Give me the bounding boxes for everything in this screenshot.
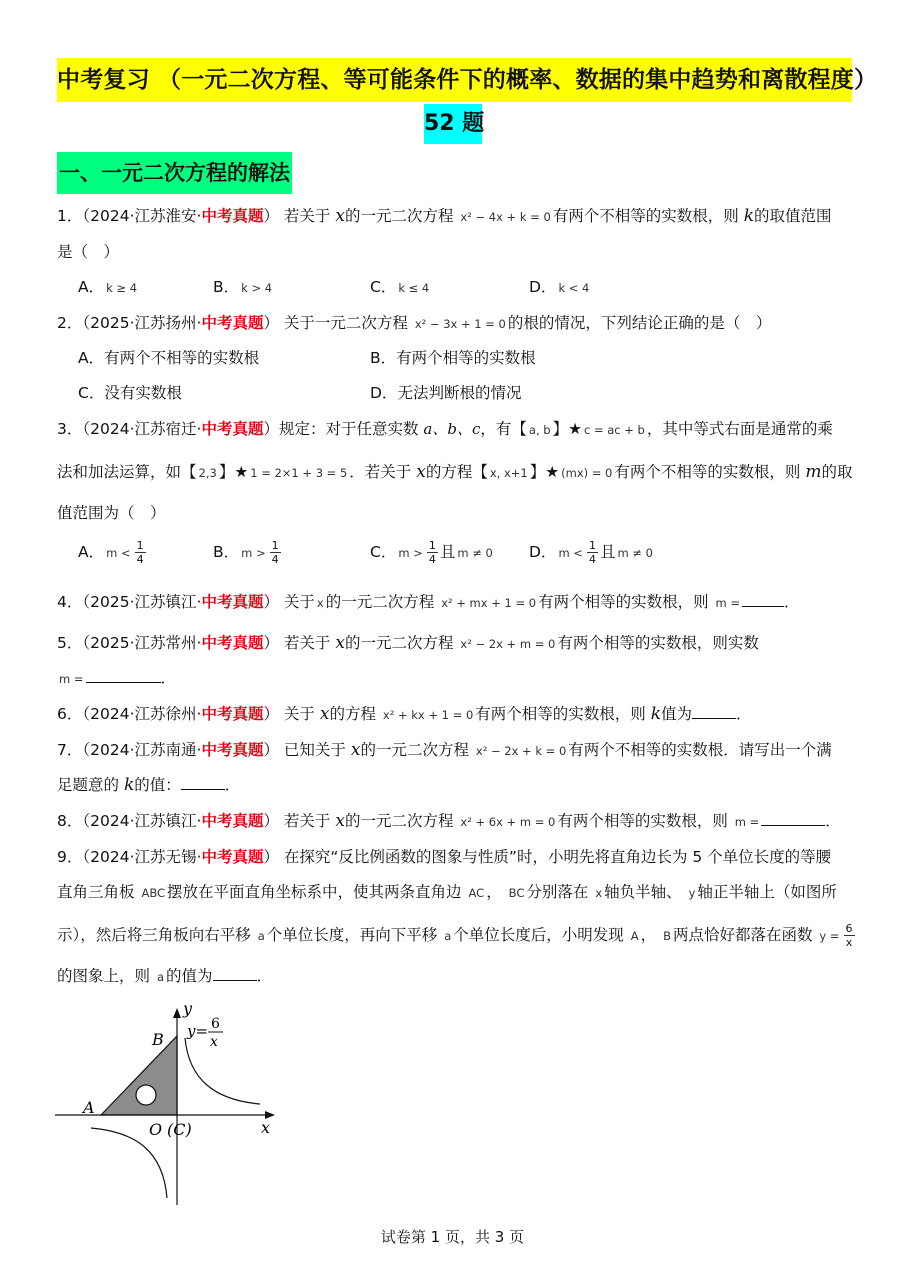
question-9-line4 [57, 964, 272, 989]
equation: y = [819, 929, 840, 943]
text: 关于 [283, 593, 315, 611]
label-x: x [261, 1118, 271, 1137]
option-c [370, 275, 431, 300]
answer-label: m = [734, 815, 760, 829]
option-expr: k ≥ 4 [106, 281, 138, 295]
equation: x² − 2x + m = 0 [460, 637, 556, 651]
option-letter: B． [370, 349, 397, 367]
text: 直角三角板 [57, 883, 135, 901]
option-expr: k < 4 [558, 281, 590, 295]
option-c [78, 381, 182, 405]
text: 的方程【 [425, 463, 488, 481]
numerator: 1 [428, 539, 436, 552]
text: ． [224, 776, 241, 794]
answer-blank[interactable] [742, 590, 784, 607]
text: 在探究“反比例函数的图象与性质”时，小明先将直角边长为 5 个单位长度的等腰 [283, 848, 832, 866]
numerator: 1 [136, 539, 144, 552]
text: 有两个不相等的实数根，则 [552, 207, 739, 225]
question-5 [57, 631, 759, 656]
option-conj: 且 [599, 543, 616, 561]
option-expr: m ≠ 0 [617, 546, 653, 560]
text: 的值： [134, 776, 181, 794]
text: ， [486, 883, 502, 901]
equation: c = ac + b [583, 423, 645, 437]
question-9-line3 [57, 922, 857, 949]
text: 示），然后将三角板向右平移 [57, 926, 251, 944]
equation: 2,3 [198, 466, 217, 480]
denominator: x [845, 936, 853, 949]
question-source: （2024·江苏无锡· [82, 848, 202, 866]
option-letter: D． [529, 278, 557, 296]
fraction [587, 539, 598, 566]
option-letter: B． [213, 543, 240, 561]
option-text: 有两个相等的实数根 [396, 349, 536, 367]
var-x: x [316, 596, 324, 610]
option-expr: m > [241, 546, 266, 560]
function-numerator: 6 [211, 1016, 220, 1032]
question-4 [57, 590, 800, 615]
text: ，其中等式右面是通常的乘 [646, 420, 833, 438]
text: 轴负半轴、 [604, 883, 682, 901]
text: ． [256, 967, 273, 985]
equation: x² + kx + 1 = 0 [382, 708, 474, 722]
question-source: （2024·江苏徐州· [82, 705, 202, 723]
question-3-line3: 值范围为（ ） [57, 504, 166, 522]
text: 规定：对于任意实数 [278, 420, 419, 438]
var-k: k [650, 704, 662, 724]
question-1 [57, 204, 832, 229]
text: 若关于 [283, 812, 331, 830]
equation: x² + 6x + m = 0 [460, 815, 556, 829]
section-heading: 一、一元二次方程的解法 [57, 152, 292, 194]
option-expr: m ≠ 0 [457, 546, 493, 560]
text: 】★ [529, 463, 560, 481]
answer-blank[interactable] [86, 666, 161, 683]
text: 的值为 [166, 967, 213, 985]
option-letter: D． [529, 543, 557, 561]
option-expr: m < [558, 546, 583, 560]
option-b [213, 275, 274, 300]
question-source: （2024·江苏宿迁· [82, 420, 202, 438]
q9-figure [55, 1000, 295, 1210]
text: 关于 [283, 705, 315, 723]
answer-blank[interactable] [181, 773, 225, 790]
denominator: 4 [428, 553, 436, 566]
answer-blank[interactable] [213, 964, 257, 981]
equation: x² − 2x + k = 0 [475, 744, 567, 758]
question-number: 6． [57, 705, 83, 723]
var-x: x [335, 633, 345, 653]
text: 的图象上，则 [57, 967, 151, 985]
page-title: 中考复习 （一元二次方程、等可能条件下的概率、数据的集中趋势和离散程度） [57, 58, 852, 102]
question-number: 9． [57, 848, 83, 866]
question-7-cont [57, 773, 240, 797]
var-x: x [319, 704, 330, 724]
text: 已知关于 [283, 741, 346, 759]
text: 的一元二次方程 [344, 812, 454, 830]
question-count: 52 题 [424, 104, 482, 144]
text: 的方程 [329, 705, 376, 723]
paren: ） [263, 705, 279, 723]
text: 的一元二次方程 [360, 741, 469, 759]
equation: a [156, 970, 165, 984]
var-x: x [335, 811, 345, 831]
question-source: （2025·江苏镇江· [82, 593, 202, 611]
option-d [529, 539, 655, 566]
equation: 1 = 2×1 + 3 = 5 [250, 466, 348, 480]
text: 足题意的 [57, 776, 120, 794]
equation: y [688, 886, 696, 900]
option-letter: A． [78, 349, 105, 367]
var-x: x [416, 462, 426, 482]
var-m: m [805, 462, 822, 482]
equation: x [595, 886, 603, 900]
text: ． [784, 593, 800, 611]
hyperbola-branch-1 [185, 1038, 260, 1104]
exam-tag: 中考真题 [201, 705, 264, 723]
text: 】★ [552, 420, 582, 438]
text: 的一元二次方程 [344, 634, 454, 652]
option-b [213, 539, 283, 566]
numerator: 1 [588, 539, 596, 552]
equation: (mx) = 0 [561, 466, 613, 480]
equation: x² − 3x + 1 = 0 [414, 317, 506, 331]
option-d [529, 275, 591, 300]
option-expr: k > 4 [241, 281, 273, 295]
text: ． [160, 669, 177, 687]
equation: x² − 4x + k = 0 [460, 210, 551, 224]
paren: ） [263, 207, 279, 225]
denominator: 4 [136, 553, 144, 566]
fraction [270, 539, 281, 566]
text: 若关于 [283, 634, 331, 652]
text: 法和加法运算，如【 [57, 463, 197, 481]
exam-tag: 中考真题 [201, 812, 264, 830]
text: 轴正半轴上（如图所 [697, 883, 837, 901]
exam-tag: 中考真题 [201, 420, 264, 438]
question-9-line2 [57, 880, 837, 905]
fraction [844, 922, 855, 949]
text: 的一元二次方程 [344, 207, 454, 225]
text: 的根的情况，下列结论正确的是（ ） [507, 314, 772, 332]
paren: ） [263, 634, 279, 652]
function-denominator: x [210, 1034, 218, 1050]
page-footer: 试卷第 1 页，共 3 页 [380, 1228, 525, 1246]
question-source: （2025·江苏常州· [82, 634, 202, 652]
fraction [135, 539, 146, 566]
text: ． [736, 705, 752, 723]
triangle-abc [101, 1036, 177, 1115]
text: 值为 [661, 705, 693, 723]
numerator: 1 [271, 539, 279, 552]
text: 有两个相等的实数根，则 [538, 593, 709, 611]
option-letter: C． [370, 543, 397, 561]
text: 两点恰好都落在函数 [672, 926, 813, 944]
equation: BC [508, 886, 525, 900]
option-letter: A． [78, 278, 105, 296]
option-conj: 且 [439, 543, 456, 561]
question-number: 4． [57, 593, 83, 611]
text: 个单位长度后，小明发现 [453, 926, 624, 944]
equation: a [444, 929, 452, 943]
var-k: k [743, 206, 755, 226]
denominator: 4 [588, 553, 596, 566]
option-a [78, 275, 139, 300]
text: 的一元二次方程 [325, 593, 435, 611]
equation: x, x+1 [489, 466, 528, 480]
var-k: k [123, 775, 135, 795]
text: 分别落在 [526, 883, 589, 901]
answer-label: m = [715, 596, 741, 610]
label-y: y [183, 1000, 193, 1018]
text: ． [825, 812, 841, 830]
text: 个单位长度，再向下平移 [266, 926, 438, 944]
equation: ABC [141, 886, 166, 900]
equation: x² + mx + 1 = 0 [441, 596, 537, 610]
option-a [78, 346, 259, 370]
equation: a, b [528, 423, 551, 437]
label-o: O [149, 1120, 163, 1139]
question-source: （2024·江苏南通· [82, 741, 202, 759]
option-c [370, 539, 495, 566]
question-source: （2024·江苏淮安· [82, 207, 202, 225]
text: 有两个不相等的实数根．请写出一个满 [568, 741, 832, 759]
text: 摆放在平面直角坐标系中，使其两条直角边 [167, 883, 462, 901]
label-b: B [152, 1030, 164, 1049]
option-letter: A． [78, 543, 105, 561]
option-letter: D． [370, 384, 398, 402]
paren: ） [263, 812, 279, 830]
paren: ） [263, 741, 279, 759]
text: 有两个相等的实数根，则 [557, 812, 728, 830]
option-text: 无法判断根的情况 [397, 384, 522, 402]
question-8 [57, 809, 841, 834]
option-letter: C． [78, 384, 105, 402]
question-number: 8． [57, 812, 83, 830]
numerator: 6 [845, 922, 853, 935]
exam-tag: 中考真题 [201, 848, 264, 866]
paren: ） [263, 848, 279, 866]
question-number: 2． [57, 314, 83, 332]
text: 】★ [218, 463, 249, 481]
function-label: y= [187, 1022, 209, 1040]
option-letter: C． [370, 278, 397, 296]
label-a: A [83, 1098, 95, 1117]
text: ， [640, 926, 657, 944]
y-axis-arrow [173, 1008, 181, 1018]
var-x: x [350, 740, 361, 760]
equation: A [630, 929, 639, 943]
fraction [427, 539, 438, 566]
option-letter: B． [213, 278, 240, 296]
question-1-cont: 是（ ） [57, 243, 120, 261]
exam-tag: 中考真题 [201, 593, 264, 611]
exam-tag: 中考真题 [201, 314, 264, 332]
question-number: 5． [57, 634, 83, 652]
question-number: 7． [57, 741, 83, 759]
question-7 [57, 738, 832, 763]
paren: ） [263, 593, 279, 611]
text: ．若关于 [349, 463, 412, 481]
question-source: （2024·江苏镇江· [82, 812, 202, 830]
option-b [370, 346, 536, 370]
exam-tag: 中考真题 [201, 634, 264, 652]
question-3-line2 [57, 460, 852, 485]
text: 若关于 [283, 207, 331, 225]
question-9 [57, 845, 831, 869]
text: 有两个相等的实数根，则实数 [557, 634, 759, 652]
option-expr: m > [398, 546, 423, 560]
answer-blank[interactable] [692, 702, 736, 719]
answer-label: m = [59, 672, 84, 686]
answer-blank[interactable] [761, 809, 825, 826]
equation: a [257, 929, 265, 943]
question-number: 3． [57, 420, 83, 438]
option-expr: m < [106, 546, 131, 560]
text: 有两个相等的实数根，则 [475, 705, 646, 723]
vars: a、b、c [423, 420, 481, 438]
question-5-cont [57, 666, 176, 691]
text: 的取值范围 [754, 207, 832, 225]
option-text: 有两个不相等的实数根 [104, 349, 260, 367]
question-2 [57, 311, 771, 336]
text: 的取 [821, 463, 853, 481]
denominator: 4 [271, 553, 279, 566]
label-c: (C) [167, 1120, 192, 1139]
option-expr: k ≤ 4 [398, 281, 430, 295]
text: 关于一元二次方程 [283, 314, 408, 332]
question-number: 1． [57, 207, 83, 225]
equation: AC [468, 886, 485, 900]
exam-tag: 中考真题 [201, 741, 264, 759]
paren: ） [263, 314, 279, 332]
question-3 [57, 417, 833, 442]
var-x: x [335, 206, 345, 226]
option-d [370, 381, 521, 405]
text: 有两个不相等的实数根，则 [614, 463, 801, 481]
option-a [78, 539, 148, 566]
option-text: 没有实数根 [104, 384, 182, 402]
paren: ） [263, 420, 279, 438]
triangle-hole [136, 1085, 156, 1105]
equation: B [663, 929, 671, 943]
text: ，有【 [480, 420, 527, 438]
exam-tag: 中考真题 [201, 207, 264, 225]
question-6 [57, 702, 752, 727]
question-source: （2025·江苏扬州· [82, 314, 202, 332]
